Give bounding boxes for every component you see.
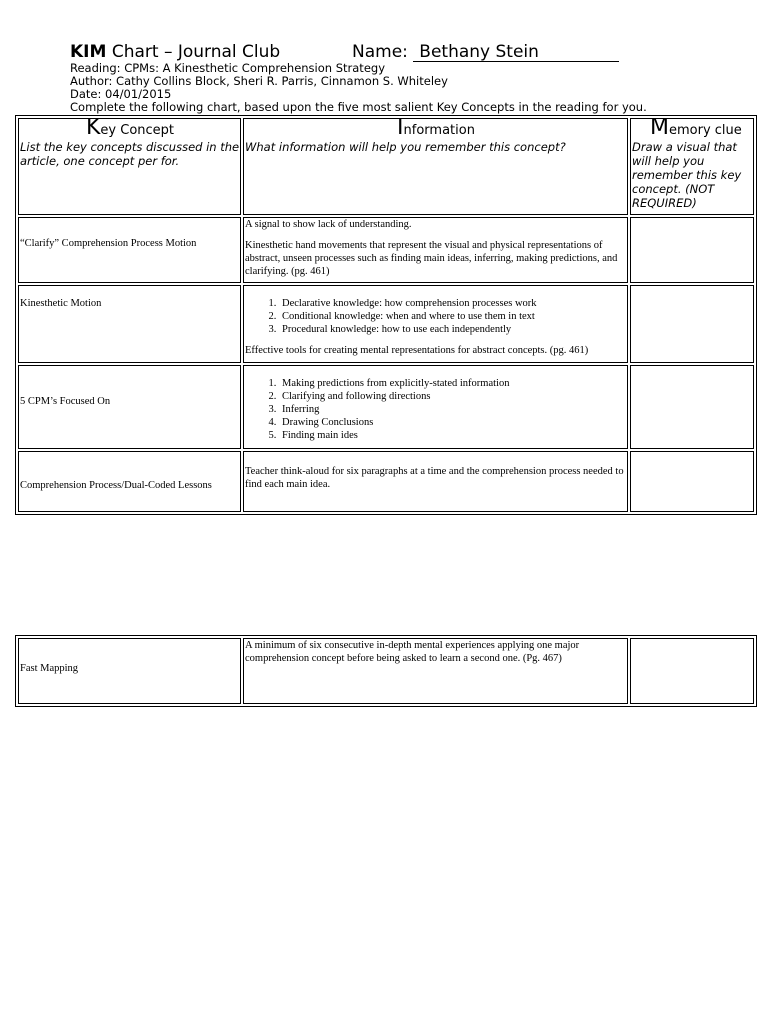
- memory-header-desc: Draw a visual that will help you remember this key concept. (NOT REQUIRED): [632, 140, 742, 210]
- table-row: [18, 451, 754, 512]
- title-rest: Chart – Journal Club: [106, 42, 281, 62]
- kim-table: [15, 115, 757, 515]
- title-bold: KIM: [70, 42, 107, 62]
- memory-header-text: emory clue: [668, 123, 742, 138]
- list-item: 1. Declarative knowledge: how comprehension processes work: [279, 297, 627, 310]
- info-header-desc: What information will help you remember this concept?: [245, 140, 566, 154]
- key-letter: K: [85, 118, 101, 140]
- info-list: [245, 297, 627, 336]
- list-item: 5. Finding main ides: [279, 429, 627, 442]
- info-list: [245, 377, 627, 442]
- list-item: 4. Drawing Conclusions: [279, 416, 627, 429]
- table-row: [18, 365, 754, 449]
- list-item: 2. Conditional knowledge: when and where to use them in text: [279, 310, 627, 323]
- memory-letter: M: [650, 118, 669, 140]
- table-row: [18, 217, 754, 283]
- reading-line: Reading: CPMs: A Kinesthetic Comprehension Strategy: [70, 61, 385, 75]
- list-item: 2. Clarifying and following directions: [279, 390, 627, 403]
- info-text: Effective tools for creating mental representations for abstract concepts. (pg. 461): [245, 345, 589, 356]
- list-item: 3. Procedural knowledge: how to use each independently: [279, 323, 627, 336]
- information-cell: [243, 217, 628, 283]
- information-cell: [243, 285, 628, 363]
- name-value: Bethany Stein: [413, 44, 619, 62]
- info-text: Kinesthetic hand movements that represent the visual and physical representations of abstract, unseen processes such as finding main ideas, inferring, making predictions, and clarifying. (pg. 461): [245, 240, 618, 277]
- list-item: 1. Making predictions from explicitly-stated information: [279, 377, 627, 390]
- memory-cell[interactable]: [630, 217, 754, 283]
- concept-cell: Fast Mapping: [18, 638, 241, 704]
- info-text: A minimum of six consecutive in-depth mental experiences applying one major comprehension concept before being asked to learn a second one. (Pg. 467): [245, 640, 580, 664]
- info-letter: I: [397, 118, 404, 140]
- info-header-text: nformation: [403, 123, 475, 138]
- memory-cell[interactable]: [630, 285, 754, 363]
- memory-clue-header: [630, 118, 754, 215]
- info-text: Teacher think-aloud for six paragraphs at a time and the comprehension process needed to find each main idea.: [245, 466, 624, 490]
- information-cell: [243, 451, 628, 512]
- concept-cell: “Clarify” Comprehension Process Motion: [18, 217, 241, 283]
- kim-table-continued: [15, 635, 757, 707]
- name-line: [352, 42, 619, 62]
- table-row: [18, 638, 754, 704]
- date-line: Date: 04/01/2015: [70, 87, 172, 101]
- table-row: [18, 285, 754, 363]
- information-cell: [243, 365, 628, 449]
- table-header-row: [18, 118, 754, 215]
- page-title: [70, 42, 280, 62]
- concept-cell: Kinesthetic Motion: [18, 285, 241, 363]
- memory-cell[interactable]: [630, 451, 754, 512]
- list-item: 3. Inferring: [279, 403, 627, 416]
- info-text: A signal to show lack of understanding.: [245, 219, 412, 230]
- author-line: Author: Cathy Collins Block, Sheri R. Parris, Cinnamon S. Whiteley: [70, 74, 448, 88]
- key-header-text: ey Concept: [100, 123, 175, 138]
- instructions-line: Complete the following chart, based upon the five most salient Key Concepts in the reading for you.: [70, 100, 647, 114]
- information-cell: [243, 638, 628, 704]
- key-concept-header: [18, 118, 241, 215]
- information-header: [243, 118, 628, 215]
- memory-cell[interactable]: [630, 638, 754, 704]
- concept-cell: 5 CPM’s Focused On: [18, 365, 241, 449]
- name-label: Name:: [352, 42, 408, 62]
- memory-cell[interactable]: [630, 365, 754, 449]
- concept-cell: Comprehension Process/Dual-Coded Lessons: [18, 451, 241, 512]
- key-header-desc: List the key concepts discussed in the article, one concept per for.: [20, 140, 240, 168]
